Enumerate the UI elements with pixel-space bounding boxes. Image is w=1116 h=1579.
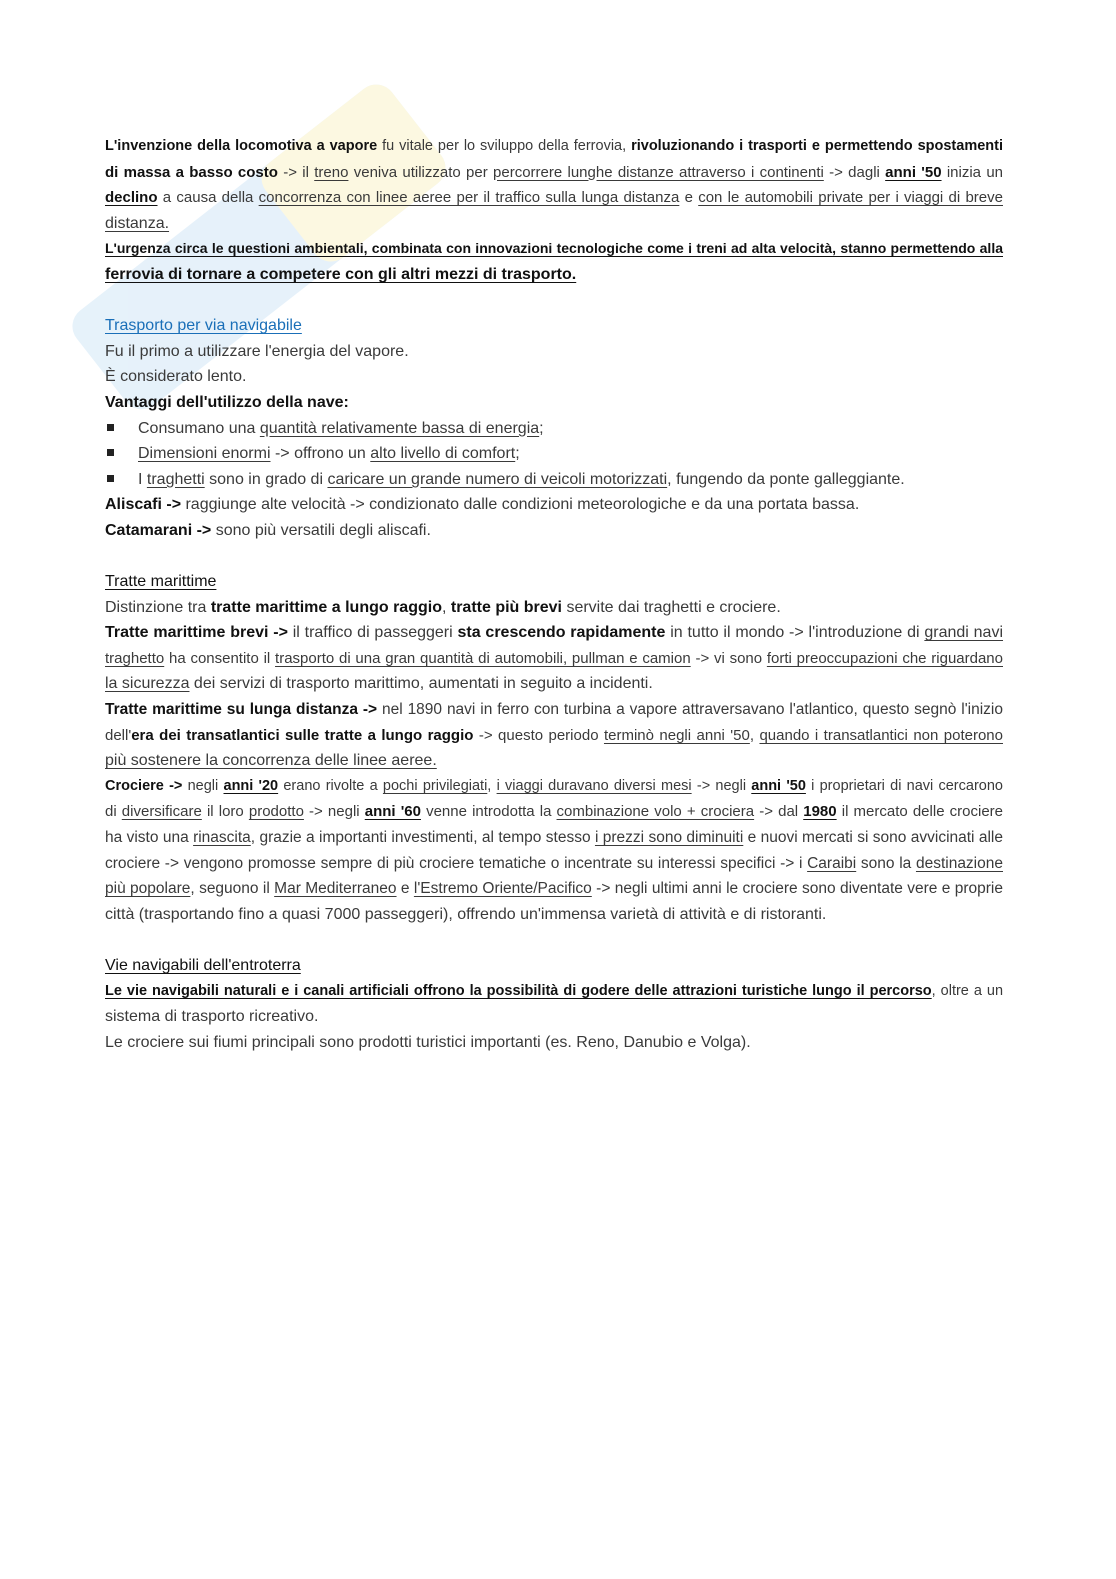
- text-run: Consumano una: [138, 419, 260, 437]
- text-line: [105, 160, 1003, 186]
- text-run: declino: [105, 189, 158, 207]
- text-run: distanza.: [105, 214, 170, 232]
- text-run: in tutto il mondo -> l'introduzione di: [665, 624, 925, 642]
- text-run: traghetti: [146, 470, 205, 488]
- text-run: percorrere lunghe distanze attraverso i continenti: [493, 163, 824, 181]
- text-run: dei servizi di trasporto marittimo, aumentati in seguito a incidenti.: [189, 675, 653, 693]
- text-run: alto livello di comfort: [370, 445, 516, 463]
- text-run: Caraibi: [807, 854, 857, 872]
- text-line: [105, 364, 1003, 390]
- text-run: quantità relativamente bassa di energia: [259, 419, 540, 437]
- text-line: [105, 902, 1003, 928]
- text-line: [105, 851, 1003, 877]
- text-run: fu vitale per lo sviluppo della ferrovia,: [377, 138, 632, 154]
- text-run: terminò negli anni '50: [603, 726, 750, 744]
- text-run: inizia un: [941, 163, 1004, 181]
- bullet-item: [105, 416, 1003, 442]
- text-run: ha consentito il: [164, 649, 276, 667]
- text-run: e nuovi mercati si sono avvicinati alle: [743, 829, 1003, 847]
- text-run: ,: [487, 777, 497, 794]
- text-run: caricare un grande numero di veicoli motorizzati: [327, 470, 668, 488]
- text-run: i prezzi sono diminuiti: [594, 829, 744, 847]
- text-run: Catamarani ->: [105, 521, 212, 539]
- text-run: ,: [749, 726, 760, 744]
- text-run: dell': [105, 726, 132, 744]
- text-line: [105, 799, 1003, 825]
- text-run: I: [138, 470, 147, 488]
- text-line: [105, 774, 1003, 800]
- text-run: treno: [314, 163, 349, 181]
- text-line: [105, 748, 1003, 774]
- text-line: [105, 1004, 1003, 1030]
- text-run: ha visto una: [105, 829, 194, 847]
- text-run: il traffico di passeggeri: [287, 624, 458, 642]
- text-run: anni '50: [885, 163, 942, 181]
- text-run: , seguono il: [190, 880, 275, 898]
- text-line: [105, 697, 1003, 723]
- text-run: anni '20: [223, 777, 279, 794]
- text-line: [105, 979, 1003, 1005]
- text-run: traghetto: [105, 649, 165, 667]
- text-run: era dei transatlantici sulle tratte a lungo raggio: [131, 726, 474, 744]
- blank-line: [105, 544, 1003, 570]
- bullet-item: [105, 467, 1003, 493]
- text-run: -> negli ultimi anni le crociere sono diventate vere e proprie: [591, 880, 1003, 898]
- text-run: tratte più brevi: [450, 598, 562, 616]
- bullet-icon: [107, 449, 114, 456]
- text-line: [105, 723, 1003, 749]
- text-line: [105, 953, 1003, 979]
- text-run: prodotto: [248, 803, 304, 821]
- blank-line: [105, 288, 1003, 314]
- text-run: sono la: [856, 854, 916, 872]
- text-run: sono più versatili degli aliscafi.: [211, 521, 431, 539]
- text-run: concorrenza con linee aeree per il traffico sulla lunga distanza: [258, 189, 680, 207]
- text-run: Tratte marittime su lunga distanza ->: [105, 701, 378, 719]
- text-line: [105, 185, 1003, 211]
- text-run: Mar Mediterraneo: [274, 880, 397, 898]
- text-run: i proprietari di navi cercarono: [805, 777, 1003, 794]
- text-run: -> il: [277, 163, 315, 181]
- document-body: [105, 134, 1003, 1055]
- text-line: [105, 492, 1003, 518]
- text-line: [105, 236, 1003, 262]
- text-run: veniva utilizzato per: [348, 163, 494, 181]
- text-run: sistema di trasporto ricreativo.: [105, 1008, 319, 1026]
- text-run: con le automobili private per i viaggi di breve: [698, 189, 1003, 207]
- text-line: [105, 518, 1003, 544]
- text-line: [105, 313, 1003, 339]
- text-run: l'Estremo Oriente/Pacifico: [413, 880, 592, 898]
- section-heading: Tratte marittime: [105, 573, 217, 591]
- text-run: la sicurezza: [105, 675, 190, 693]
- text-line: [105, 134, 1003, 160]
- text-run: raggiunge alte velocità -> condizionato dalle condizioni meteorologiche e da una portata bassa.: [181, 496, 860, 514]
- text-run: -> negli: [691, 777, 752, 794]
- text-run: forti preoccupazioni che riguardano: [766, 649, 1003, 667]
- text-run: ;: [515, 445, 520, 463]
- text-run: Le crociere sui fiumi principali sono prodotti turistici importanti (es. Reno, Danubio e Volga).: [105, 1033, 751, 1051]
- text-line: [105, 262, 1003, 288]
- text-run: Dimensioni enormi: [138, 445, 271, 463]
- text-run: pochi privilegiati: [382, 777, 488, 794]
- text-line: [105, 825, 1003, 851]
- text-run: Crociere ->: [105, 777, 183, 794]
- text-run: sono in grado di: [204, 470, 328, 488]
- text-run: -> dagli: [823, 163, 886, 181]
- text-run: , grazie a importanti investimenti, al tempo stesso: [250, 829, 595, 847]
- bullet-icon: [107, 475, 114, 482]
- text-run: È considerato lento.: [105, 368, 247, 386]
- text-line: [105, 876, 1003, 902]
- text-run: 1980: [803, 803, 837, 821]
- text-run: nel 1890 navi in ferro con turbina a vapore attraversavano l'atlantico, questo segnò l'inizio: [377, 701, 1003, 719]
- text-run: erano rivolte a: [278, 777, 383, 794]
- section-heading: Trasporto per via navigabile: [105, 317, 302, 335]
- text-run: e: [679, 189, 699, 207]
- text-run: -> vi sono: [690, 649, 767, 667]
- bullet-icon: [107, 424, 114, 431]
- text-run: rivoluzionando i trasporti e permettendo spostamenti: [631, 138, 1003, 154]
- text-run: destinazione: [915, 854, 1003, 872]
- text-run: ,: [441, 598, 451, 616]
- text-line: [105, 671, 1003, 697]
- text-run: sta crescendo rapidamente: [457, 624, 666, 642]
- text-run: , oltre a un: [931, 982, 1004, 999]
- text-run: a causa della: [157, 189, 259, 207]
- text-run: Distinzione tra: [105, 598, 211, 616]
- text-run: il loro: [201, 803, 249, 821]
- text-run: quando i transatlantici non poterono: [759, 726, 1003, 744]
- text-run: di massa a basso costo: [105, 163, 278, 181]
- text-run: L'urgenza circa le questioni ambientali, combinata con innovazioni tecnologiche come i treni ad alta velocità, stanno permettendo alla: [105, 240, 1003, 257]
- text-line: [105, 339, 1003, 365]
- text-run: i viaggi duravano diversi mesi: [496, 777, 692, 794]
- text-run: servite dai traghetti e crociere.: [562, 598, 781, 616]
- text-run: anni '60: [364, 803, 421, 821]
- text-line: [105, 620, 1003, 646]
- text-run: il mercato delle crociere: [836, 803, 1004, 821]
- text-run: Fu il primo a utilizzare l'energia del vapore.: [105, 342, 409, 360]
- section-heading: Vie navigabili dell'entroterra: [105, 957, 301, 974]
- text-run: -> dal: [754, 803, 804, 821]
- text-run: anni '50: [751, 777, 806, 794]
- text-run: e: [396, 880, 414, 898]
- text-run: rinascita: [193, 829, 251, 847]
- text-line: [105, 646, 1003, 672]
- text-run: di: [105, 803, 122, 821]
- bullet-item: [105, 441, 1003, 467]
- text-run: Tratte marittime brevi ->: [105, 624, 288, 642]
- text-run: trasporto di una gran quantità di automobili, pullman e camion: [275, 649, 691, 667]
- text-run: ferrovia di tornare a competere con gli altri mezzi di trasporto.: [105, 265, 577, 283]
- text-run: -> questo periodo: [473, 726, 604, 744]
- text-run: venne introdotta la: [420, 803, 557, 821]
- text-line: [105, 569, 1003, 595]
- text-run: combinazione volo + crociera: [556, 803, 755, 821]
- text-line: [105, 211, 1003, 237]
- text-run: diversificare: [121, 803, 202, 821]
- text-run: Le vie navigabili naturali e i canali artificiali offrono la possibilità di godere delle attrazioni turistiche lungo il percorso: [105, 982, 932, 999]
- text-run: negli: [182, 777, 224, 794]
- text-run: Aliscafi ->: [105, 496, 182, 514]
- text-line: [105, 595, 1003, 621]
- text-run: più sostenere la concorrenza delle linee aeree.: [105, 752, 437, 770]
- blank-line: [105, 927, 1003, 953]
- text-run: tratte marittime a lungo raggio: [210, 598, 442, 616]
- text-line: [105, 1030, 1003, 1056]
- text-run: Vantaggi dell'utilizzo della nave:: [105, 393, 349, 411]
- text-run: , fungendo da ponte galleggiante.: [667, 470, 905, 488]
- text-run: L'invenzione della locomotiva a vapore: [105, 138, 378, 154]
- text-run: -> negli: [303, 803, 365, 821]
- text-run: ;: [539, 419, 544, 437]
- text-run: -> offrono un: [270, 445, 371, 463]
- text-run: città (trasportando fino a quasi 7000 passeggeri), offrendo un'immensa varietà di attività e di ristoranti.: [105, 905, 827, 923]
- text-run: più popolare: [105, 880, 191, 898]
- text-line: [105, 390, 1003, 416]
- text-run: crociere -> vengono promosse sempre di più crociere tematiche o incentrate su interessi specifici -> i: [105, 854, 808, 872]
- text-run: grandi navi: [924, 624, 1004, 642]
